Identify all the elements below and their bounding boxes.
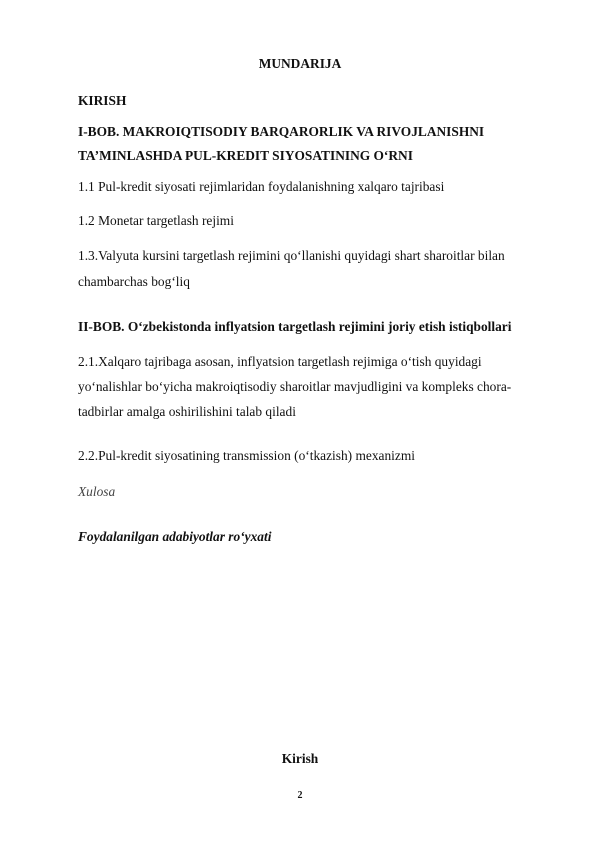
toc-section-2-1-line2: yo‘nalishlar bo‘yicha makroiqtisodiy sharoitlar mavjudligini va kompleks chora- <box>78 379 512 394</box>
toc-section-2-2: 2.2.Pul-kredit siyosatining transmission (o‘tkazish) mexanizmi <box>78 448 415 463</box>
toc-section-1-3-line2: chambarchas bog‘liq <box>78 274 190 289</box>
toc-chapter1-line2: TA’MINLASHDA PUL-KREDIT SIYOSATINING O‘RNI <box>78 148 413 163</box>
toc-section-1-1: 1.1 Pul-kredit siyosati rejimlaridan foydalanishning xalqaro tajribasi <box>78 179 445 194</box>
toc-section-1-2: 1.2 Monetar targetlash rejimi <box>78 213 234 228</box>
toc-heading: MUNDARIJA <box>258 56 342 71</box>
toc-entry-xulosa: Xulosa <box>78 484 116 499</box>
toc-entry-references: Foydalanilgan adabiyotlar ro‘yxati <box>78 529 272 544</box>
toc-section-2-1-line1: 2.1.Xalqaro tajribaga asosan, inflyatsion targetlash rejimiga o‘tish quyidagi <box>78 354 482 369</box>
toc-entry-kirish: KIRISH <box>78 93 127 108</box>
section-heading-kirish: Kirish <box>281 751 319 766</box>
toc-section-1-3-line1: 1.3.Valyuta kursini targetlash rejimini qo‘llanishi quyidagi shart sharoitlar bilan <box>78 248 505 263</box>
toc-chapter1-line1: I-BOB. MAKROIQTISODIY BARQARORLIK VA RIVOJLANISHNI <box>78 124 485 139</box>
page-number: 2 <box>297 790 303 801</box>
toc-section-2-1-line3: tadbirlar amalga oshirilishini talab qiladi <box>78 404 296 419</box>
toc-chapter2: II-BOB. O‘zbekistonda inflyatsion targetlash rejimini joriy etish istiqbollari <box>78 319 512 334</box>
